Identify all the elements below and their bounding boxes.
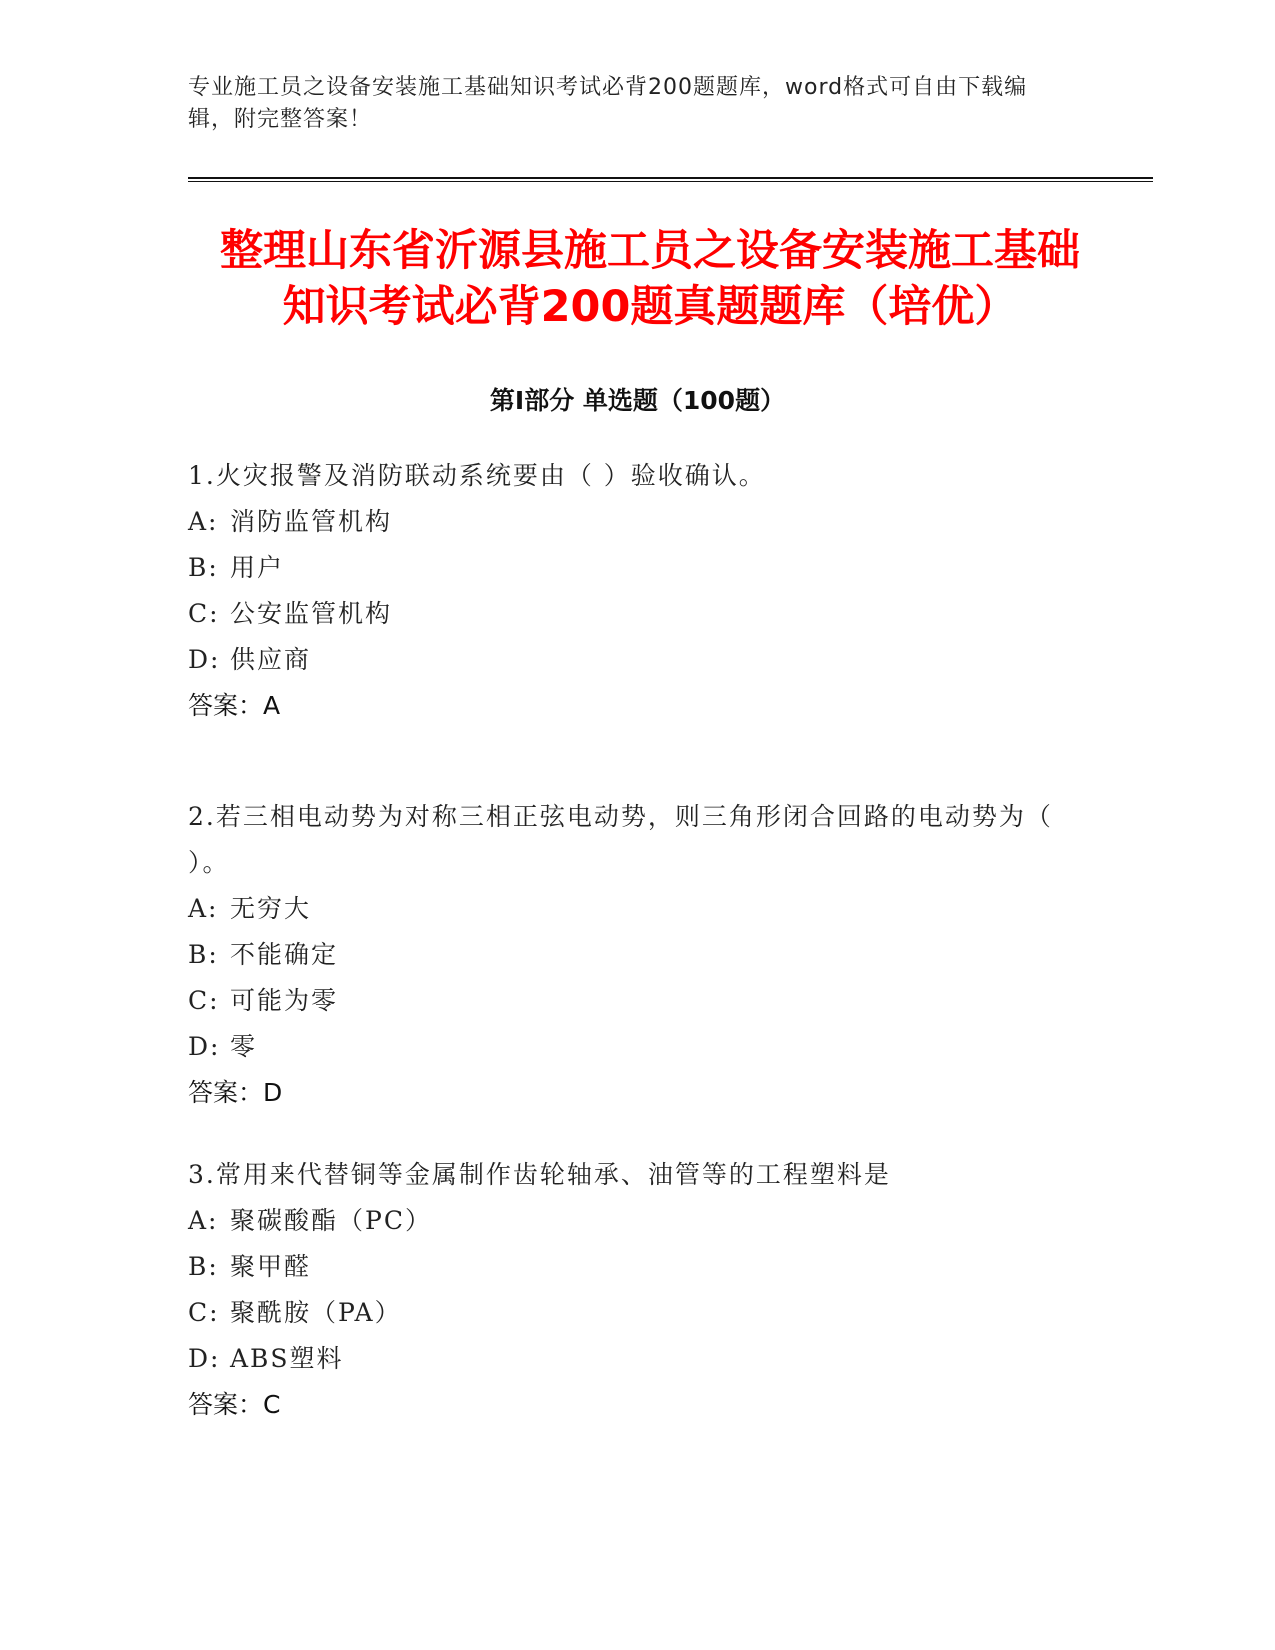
option-c bbox=[188, 591, 1068, 637]
option-key: B: bbox=[188, 940, 219, 969]
header-note: 专业施工员之设备安装施工基础知识考试必背200题题库，word格式可自由下载编辑，附完整答案！ bbox=[188, 75, 1028, 132]
option-a bbox=[188, 499, 1068, 545]
option-d bbox=[188, 637, 1068, 683]
option-text: 公安监管机构 bbox=[230, 599, 393, 628]
option-b bbox=[188, 932, 1068, 978]
option-key: D: bbox=[188, 1032, 221, 1061]
option-text: 聚甲醛 bbox=[230, 1252, 312, 1281]
option-text: 零 bbox=[230, 1032, 258, 1061]
option-key: A: bbox=[188, 507, 219, 536]
option-text: 无穷大 bbox=[230, 894, 312, 923]
question-stem: 1.火灾报警及消防联动系统要由（ ）验收确认。 bbox=[188, 461, 766, 490]
question-stem: 3.常用来代替铜等金属制作齿轮轴承、油管等的工程塑料是 bbox=[188, 1160, 891, 1189]
option-c bbox=[188, 1290, 1068, 1336]
option-key: C: bbox=[188, 599, 220, 628]
option-text: ABS塑料 bbox=[230, 1344, 344, 1373]
option-text: 聚碳酸酯（PC） bbox=[230, 1206, 432, 1235]
option-text: 聚酰胺（PA） bbox=[230, 1298, 402, 1327]
option-d bbox=[188, 1336, 1068, 1382]
option-a bbox=[188, 886, 1068, 932]
option-b bbox=[188, 545, 1068, 591]
question-stem: 2.若三相电动势为对称三相正弦电动势，则三角形闭合回路的电动势为（ ）。 bbox=[188, 802, 1053, 877]
option-d bbox=[188, 1024, 1068, 1070]
option-text: 可能为零 bbox=[230, 986, 339, 1015]
answer: 答案：D bbox=[188, 1078, 283, 1107]
document-title: 整理山东省沂源县施工员之设备安装施工基础知识考试必背200题真题题库（培优） bbox=[220, 226, 1080, 332]
option-key: A: bbox=[188, 894, 219, 923]
option-a bbox=[188, 1198, 1068, 1244]
option-text: 不能确定 bbox=[230, 940, 339, 969]
option-key: C: bbox=[188, 986, 220, 1015]
question-2 bbox=[188, 794, 1068, 1116]
answer: 答案：C bbox=[188, 1390, 281, 1419]
question-3 bbox=[188, 1152, 1068, 1428]
option-text: 消防监管机构 bbox=[230, 507, 393, 536]
question-1 bbox=[188, 453, 1068, 729]
option-b bbox=[188, 1244, 1068, 1290]
option-c bbox=[188, 978, 1068, 1024]
option-key: D: bbox=[188, 1344, 221, 1373]
answer: 答案：A bbox=[188, 691, 281, 720]
option-key: B: bbox=[188, 553, 219, 582]
header-divider bbox=[188, 177, 1153, 182]
option-text: 供应商 bbox=[230, 645, 312, 674]
option-key: A: bbox=[188, 1206, 219, 1235]
section-heading: 第Ⅰ部分 单选题（100题） bbox=[489, 386, 786, 415]
option-key: B: bbox=[188, 1252, 219, 1281]
option-key: D: bbox=[188, 645, 221, 674]
option-text: 用户 bbox=[230, 553, 285, 582]
option-key: C: bbox=[188, 1298, 220, 1327]
